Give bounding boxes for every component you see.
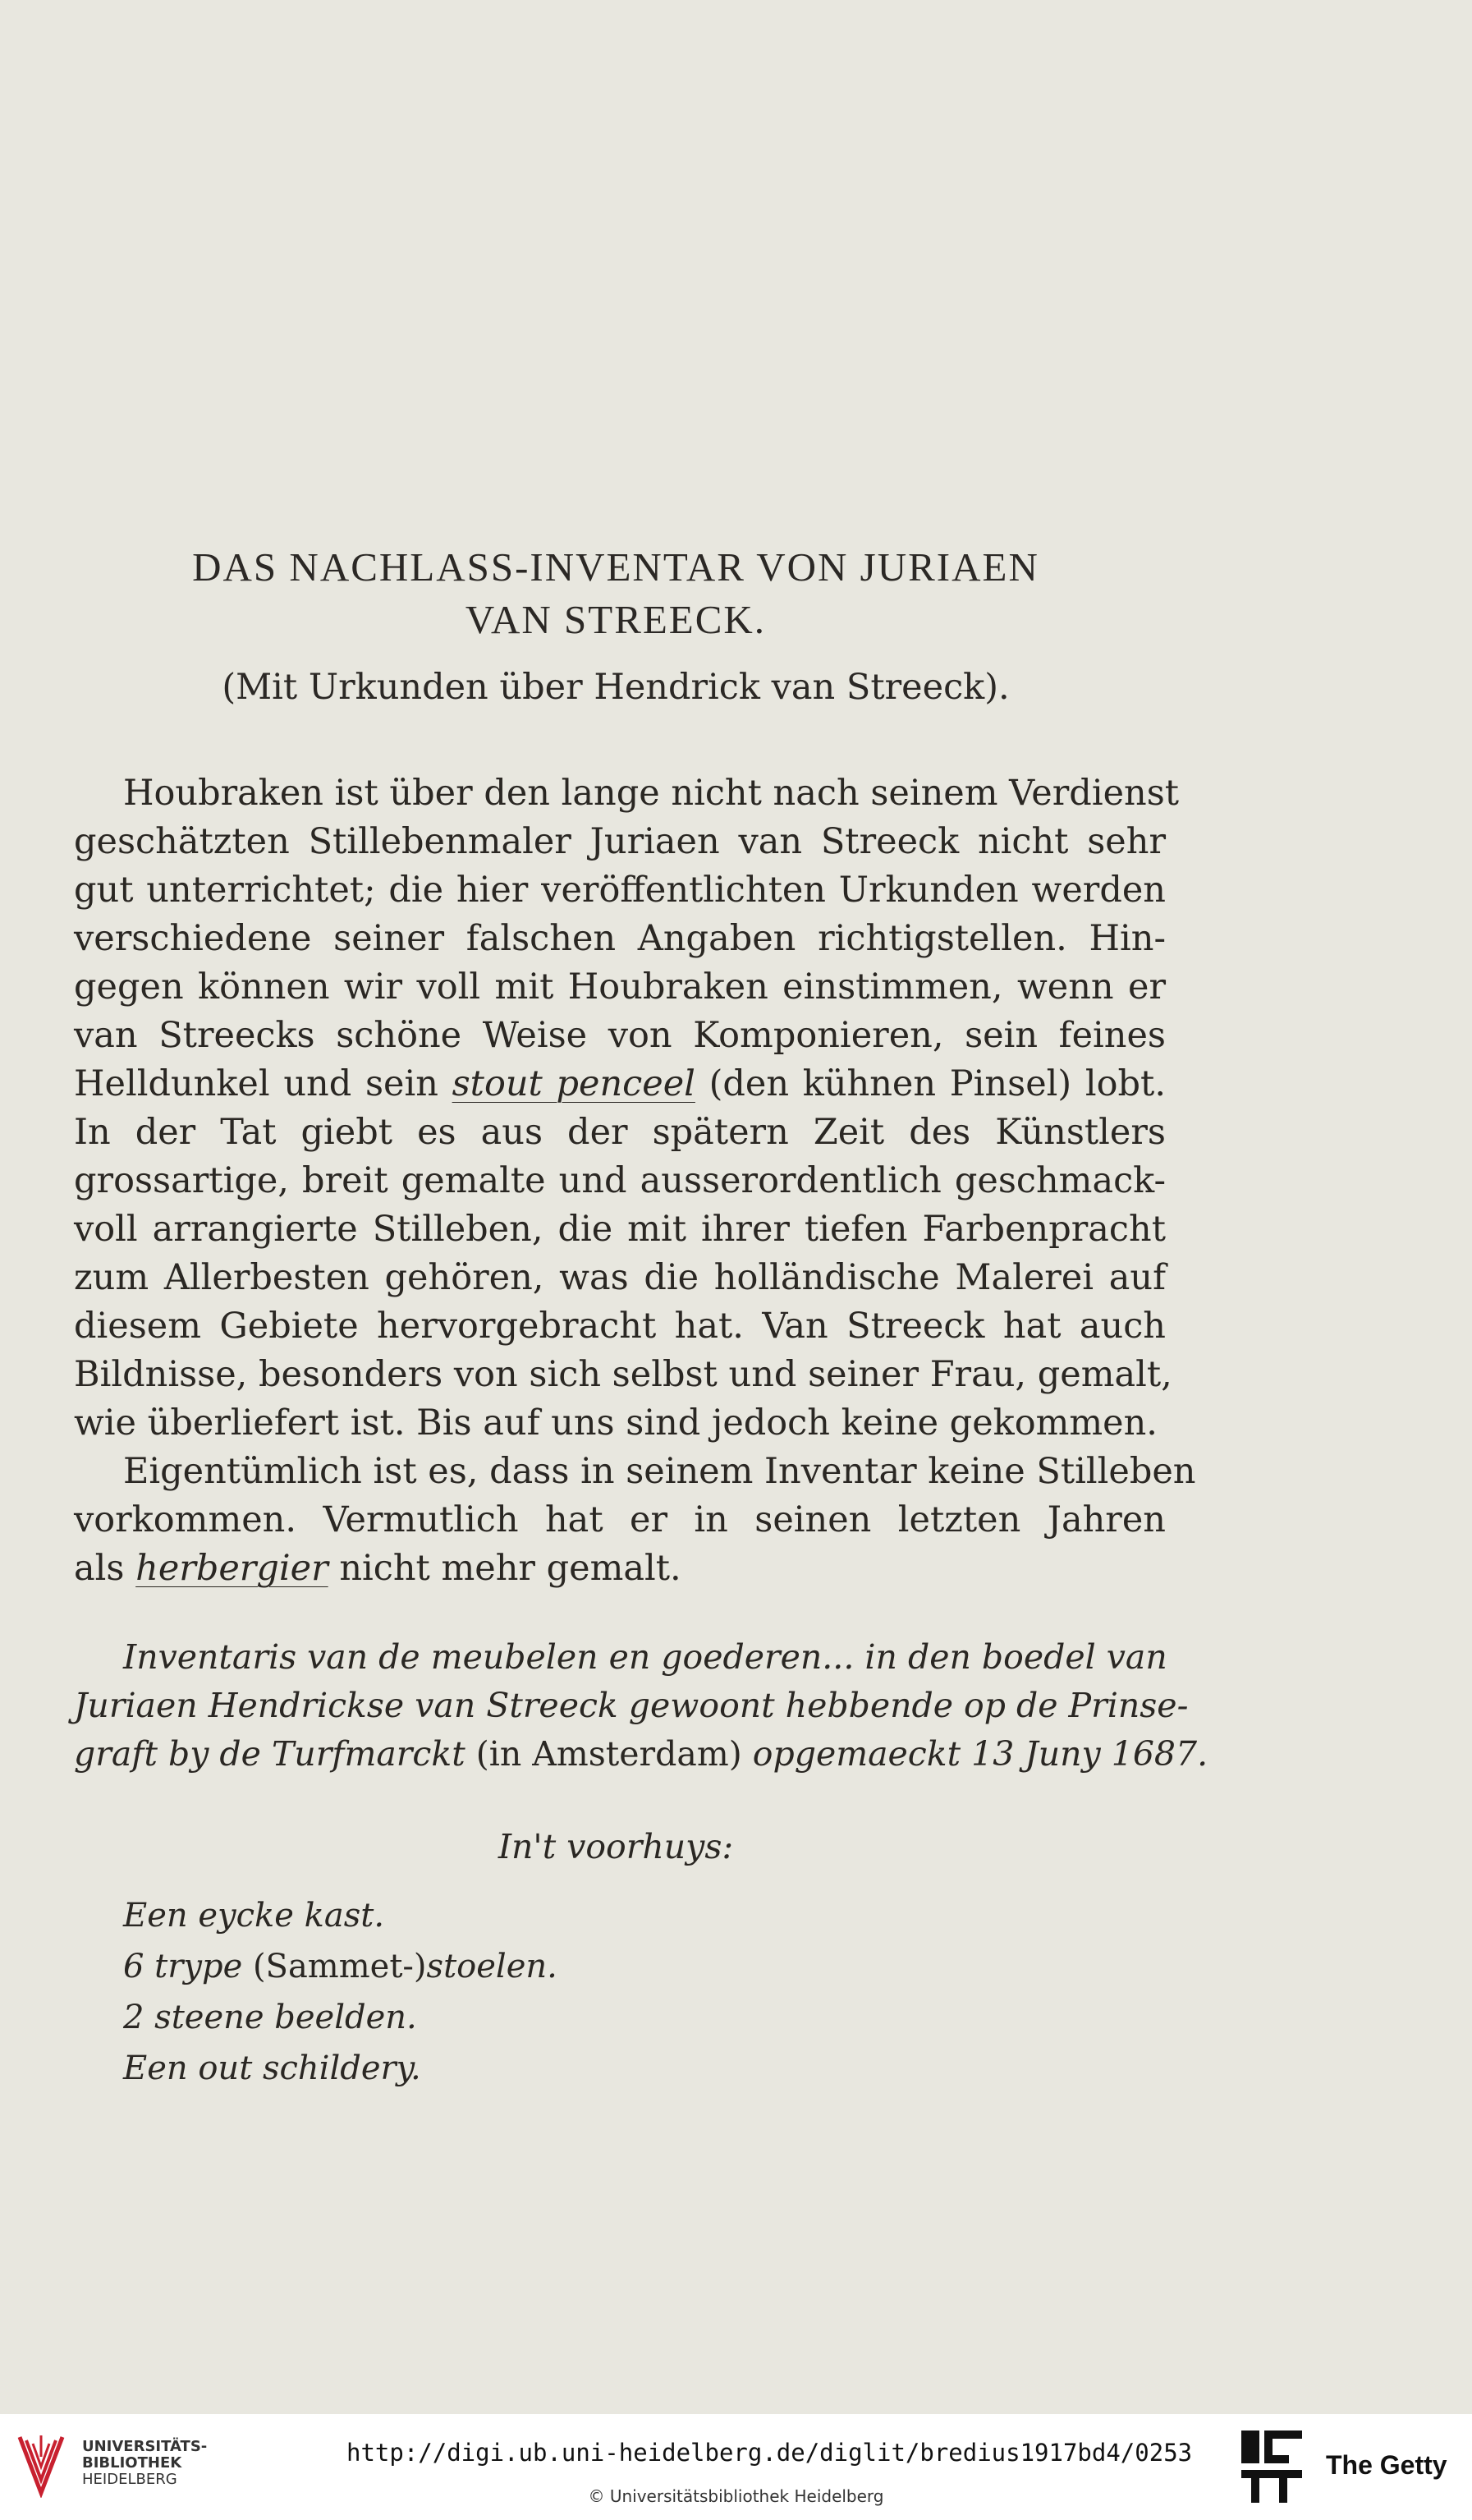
university-library-name [82, 2439, 207, 2488]
text-line: grossartige, breit gemalte und ausserordentlich geschmack- [74, 1160, 1166, 1201]
item-fragment: (Sammet-) [252, 1948, 427, 1985]
text-line: wie überliefert ist. Bis auf uns sind jedoch keine gekommen. [74, 1402, 1158, 1444]
inventory-item [123, 1941, 557, 1992]
paragraph-1 [74, 769, 1180, 1448]
archival-citation [74, 1633, 1208, 1779]
text-line: Houbraken ist über den lange nicht nach seinem Verdienst [123, 773, 1180, 814]
page-subtitle: (Mit Urkunden über Hendrick van Streeck). [222, 667, 1010, 708]
citation-fragment: (in Amsterdam) [475, 1734, 742, 1774]
text-line: voll arrangierte Stilleben, die mit ihrer tiefen Farbenpracht [74, 1209, 1166, 1250]
inventory-item: Een out schildery. [123, 2050, 421, 2087]
text-line: In der Tat giebt es aus der spätern Zeit des Künstlers [74, 1112, 1166, 1153]
text-line: Bildnisse, besonders von sich selbst und seiner Frau, gemalt, [74, 1354, 1172, 1395]
citation-fragment: graft by de Turfmarckt [74, 1734, 465, 1774]
library-name-line: UNIVERSITÄTS- [82, 2438, 208, 2455]
item-fragment: 6 trype [123, 1948, 243, 1985]
item-fragment: stoelen. [426, 1948, 557, 1985]
text-line: van Streecks schöne Weise von Komponieren, sein feines [74, 1015, 1166, 1056]
page-title-line-2: VAN STREECK. [465, 597, 767, 642]
copyright-notice: © Universitätsbibliothek Heidelberg [588, 2486, 884, 2506]
text-fragment: als [74, 1548, 125, 1589]
citation-line: Inventaris van de meubelen en goederen... in den boedel van [123, 1637, 1167, 1677]
paragraph-2 [74, 1448, 1196, 1593]
page-title-line-1: DAS NACHLASS-INVENTAR VON JURIAEN [192, 544, 1039, 590]
text-line: geschätzten Stillebenmaler Juriaen van Streeck nicht sehr [74, 821, 1166, 862]
emphasized-term: stout penceel [452, 1063, 695, 1104]
permalink-url[interactable]: http://digi.ub.uni-heidelberg.de/diglit/bredius1917bd4/0253 [346, 2439, 1193, 2467]
text-line: gut unterrichtet; die hier veröffentlichten Urkunden werden [74, 870, 1166, 911]
text-fragment: (den kühnen Pinsel) lobt. [708, 1063, 1166, 1104]
inventory-item: Een eycke kast. [123, 1897, 385, 1935]
text-line: diesem Gebiete hervorgebracht hat. Van Streeck hat auch [74, 1306, 1166, 1347]
text-line: verschiedene seiner falschen Angaben richtigstellen. Hin- [74, 918, 1166, 959]
inventory-item: 2 steene beelden. [123, 1999, 417, 2036]
emphasized-term: herbergier [135, 1548, 328, 1589]
text-line: gegen können wir voll mit Houbraken einstimmen, wenn er [74, 966, 1166, 1008]
text-line [74, 1060, 1166, 1109]
citation-line: Juriaen Hendrickse van Streeck gewoont hebbende op de Prinse- [74, 1686, 1189, 1725]
text-line: Eigentümlich ist es, dass in seinem Inventar keine Stilleben [123, 1451, 1196, 1492]
footer-bar [0, 2414, 1472, 2520]
text-line: zum Allerbesten gehören, was die holländische Malerei auf [74, 1257, 1166, 1298]
partner-name: The Getty [1326, 2450, 1447, 2480]
text-line: vorkommen. Vermutlich hat er in seinen letzten Jahren [74, 1499, 1166, 1540]
getty-logo-icon[interactable] [1240, 2429, 1304, 2508]
inventory-list [123, 1890, 557, 2094]
library-name-line: HEIDELBERG [82, 2471, 177, 2488]
library-name-line: BIBLIOTHEK [82, 2454, 182, 2472]
text-line [74, 1545, 1166, 1593]
text-fragment: Helldunkel und sein [74, 1063, 438, 1104]
citation-fragment: opgemaeckt 13 Juny 1687. [752, 1734, 1208, 1774]
section-heading: In't voorhuys: [498, 1827, 734, 1866]
text-fragment: nicht mehr gemalt. [339, 1548, 681, 1589]
citation-line [74, 1730, 1208, 1779]
